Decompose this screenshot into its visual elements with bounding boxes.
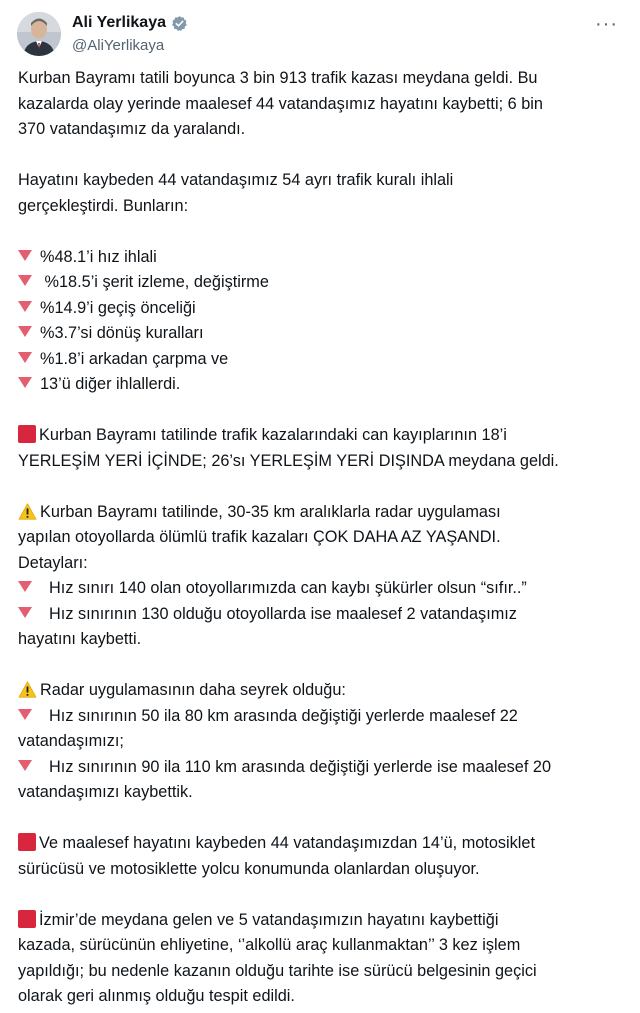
text-line: olarak geri alınmış olduğu tespit edildi. (18, 987, 295, 1005)
red-triangle-icon (18, 275, 32, 286)
text-line: yapıldığı; bu nedenle kazanın olduğu tarihte ise sürücü belgesinin geçici (18, 961, 537, 980)
list-item: %48.1’i hız ihlali (18, 245, 622, 271)
text-line: kazalarda olay yerinde maalesef 44 vatandaşımız hayatını kaybetti; 6 bin (18, 94, 543, 113)
list-item: Hız sınırı 140 olan otoyollarımızda can kaybı şükürler olsun “sıfır..” (18, 576, 622, 602)
red-triangle-icon (18, 581, 32, 592)
list-item: Hız sınırının 90 ila 110 km arasında değiştiği yerlerde ise maalesef 20 (18, 755, 622, 781)
paragraph-violations-intro (18, 168, 622, 219)
text-line: sürücüsü ve motosiklette yolcu konumunda olanlardan oluşuyor. (18, 859, 480, 878)
author-name[interactable]: Ali Yerlikaya (72, 14, 166, 31)
text-line: kazada, sürücünün ehliyetine, ‘’alkollü araç kullanmaktan’’ 3 kez işlem (18, 936, 521, 954)
paragraph-radar-highways (18, 500, 622, 653)
text-line: gerçekleştirdi. Bunların: (18, 196, 189, 215)
paragraph-radar-sparse (18, 678, 622, 806)
text-line: Radar uygulamasının daha seyrek olduğu: (18, 678, 622, 704)
more-icon[interactable]: ··· (595, 13, 618, 35)
text-line: Hayatını kaybeden 44 vatandaşımız 54 ayrı trafik kuralı ihlali (18, 171, 454, 189)
avatar[interactable] (17, 12, 61, 56)
list-item: Hız sınırının 130 olduğu otoyollarda ise maalesef 2 vatandaşımız (18, 602, 622, 628)
red-triangle-icon (18, 760, 32, 771)
text-line: hayatını kaybetti. (18, 630, 142, 648)
list-item: %3.7’si dönüş kuralları (18, 321, 622, 347)
text-line: vatandaşımızı; (18, 732, 124, 750)
list-item: %18.5’i şerit izleme, değiştirme (18, 270, 622, 296)
text-line: Kurban Bayramı tatili boyunca 3 bin 913 trafik kazası meydana geldi. Bu (18, 69, 538, 87)
list-item: Hız sınırının 50 ila 80 km arasında değiştiği yerlerde maalesef 22 (18, 704, 622, 730)
author-handle[interactable]: @AliYerlikaya (72, 37, 165, 54)
text-line: vatandaşımızı kaybettik. (18, 783, 193, 801)
warning-icon (18, 681, 37, 698)
violations-list (18, 245, 622, 398)
list-item: 13’ü diğer ihlallerdi. (18, 372, 622, 398)
post-header (0, 0, 640, 66)
text-line: 370 vatandaşımız da yaralandı. (18, 120, 246, 138)
red-square-icon (18, 833, 36, 851)
text-line: yapılan otoyollarda ölümlü trafik kazaları ÇOK DAHA AZ YAŞANDI. (18, 528, 501, 546)
red-triangle-icon (18, 352, 32, 363)
red-triangle-icon (18, 250, 32, 261)
text-line: Kurban Bayramı tatilinde trafik kazalarındaki can kayıplarının 18’i (18, 423, 622, 449)
red-square-icon (18, 910, 36, 928)
text-line: İzmir’de meydana gelen ve 5 vatandaşımızın hayatını kaybettiği (18, 908, 622, 934)
post-text (0, 66, 640, 1010)
paragraph-motorcycle (18, 831, 622, 882)
verified-badge-icon (171, 15, 188, 32)
text-line: Detayları: (18, 553, 88, 572)
text-line: Ve maalesef hayatını kaybeden 44 vatandaşımızdan 14’ü, motosiklet (18, 831, 622, 857)
red-triangle-icon (18, 607, 32, 618)
warning-icon (18, 503, 37, 520)
paragraph-location (18, 423, 622, 474)
red-square-icon (18, 425, 36, 443)
red-triangle-icon (18, 326, 32, 337)
text-line: Kurban Bayramı tatilinde, 30-35 km aralıklarla radar uygulaması (18, 500, 622, 526)
red-triangle-icon (18, 377, 32, 388)
list-item: %1.8’i arkadan çarpma ve (18, 347, 622, 373)
list-item: %14.9’i geçiş önceliği (18, 296, 622, 322)
text-line: YERLEŞİM YERİ İÇİNDE; 26’sı YERLEŞİM YERİ DIŞINDA meydana geldi. (18, 451, 559, 470)
paragraph-summary (18, 66, 622, 143)
paragraph-izmir (18, 908, 622, 1010)
red-triangle-icon (18, 301, 32, 312)
avatar-image (17, 12, 61, 56)
red-triangle-icon (18, 709, 32, 720)
